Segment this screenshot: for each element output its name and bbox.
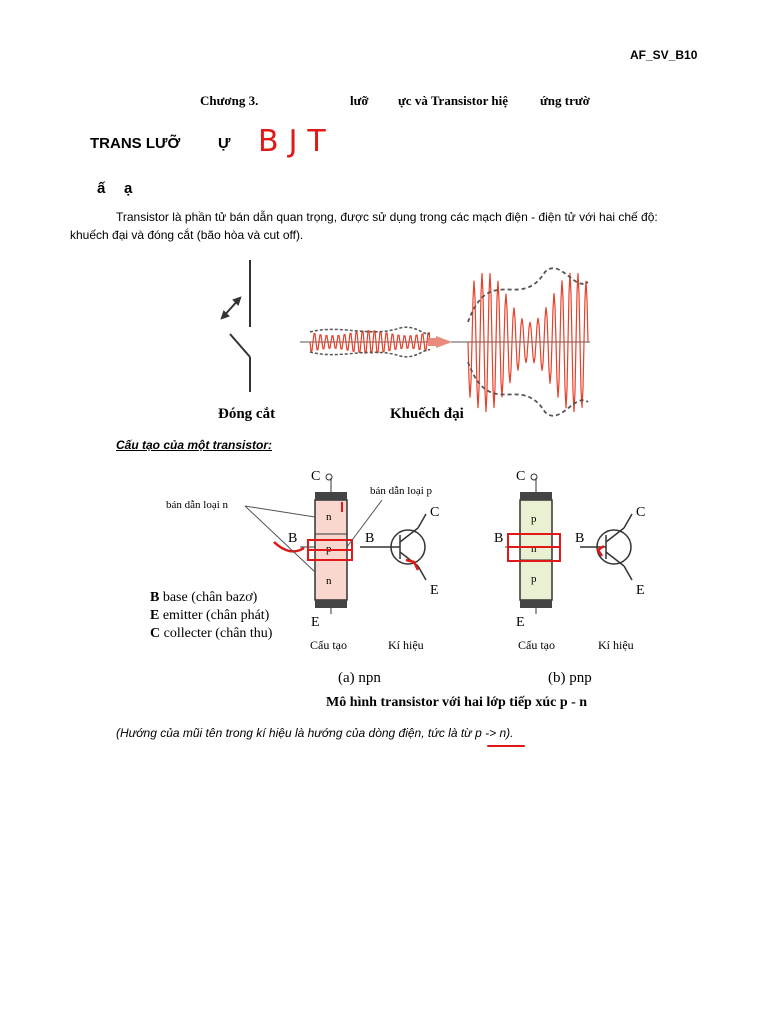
- pnp-structure: [494, 469, 560, 630]
- switch-icon: [222, 260, 250, 392]
- section-heading-suffix: Ự: [218, 135, 231, 152]
- npn-label-structure: Cấu tạo: [310, 638, 347, 652]
- pnp-symbol-e: E: [636, 583, 645, 598]
- legend-base: B base (chân bazơ): [150, 590, 258, 605]
- pnp-terminal-e: E: [516, 615, 525, 630]
- figure-caption: Mô hình transistor với hai lớp tiếp xúc p - n: [326, 695, 588, 710]
- pointer-lines: [245, 500, 382, 572]
- intro-line-2: khuếch đại và đóng cắt (bão hòa và cut off).: [70, 228, 304, 242]
- label-amplifier: Khuếch đại: [390, 406, 464, 422]
- pnp-label-structure: Cấu tạo: [518, 638, 555, 652]
- npn-terminal-b: B: [288, 531, 298, 546]
- legend-collector: C collecter (chân thu): [150, 626, 273, 641]
- arrow-icon: [436, 336, 452, 348]
- arrow-tail: [428, 338, 438, 346]
- pnp-symbol-b: B: [575, 531, 585, 546]
- pnp-label-symbol: Kí hiệu: [598, 638, 634, 652]
- chapter-title-part3: ứng trườ: [540, 93, 590, 108]
- label-n-type: bán dẫn loại n: [166, 499, 229, 511]
- input-signal-wave: [310, 331, 430, 354]
- terminal-legend: [150, 589, 272, 643]
- pnp-symbol-c: C: [636, 505, 646, 520]
- document-id: AF_SV_B10: [630, 48, 698, 62]
- npn-structure: [274, 469, 352, 630]
- chapter-title-part2: ực và Transistor hiệ: [398, 93, 508, 108]
- npn-symbol: [360, 514, 426, 580]
- npn-label-symbol: Kí hiệu: [388, 638, 424, 652]
- npn-layer-bottom: n: [326, 575, 332, 587]
- legend-emitter: E emitter (chân phát): [150, 608, 270, 623]
- pnp-layer-top: p: [531, 513, 537, 525]
- npn-layer-top: n: [326, 511, 332, 523]
- npn-symbol-c: C: [430, 505, 440, 520]
- arrow-direction-note: (Hướng của mũi tên trong kí hiệu là hướng của dòng điện, tức là từ p -> n).: [116, 726, 514, 740]
- subheading-part1: ấ: [97, 180, 106, 197]
- pnp-terminal-c: C: [516, 469, 526, 484]
- subheading-part2: ạ: [124, 180, 133, 197]
- pnp-layer-mid: n: [531, 543, 537, 555]
- structure-heading: Cấu tạo của một transistor:: [116, 438, 273, 452]
- pnp-symbol: [580, 514, 632, 580]
- npn-symbol-e: E: [430, 583, 439, 598]
- pnp-terminal-b: B: [494, 531, 504, 546]
- transistor-structure-figure: [150, 462, 670, 712]
- npn-symbol-b: B: [365, 531, 375, 546]
- pnp-layer-bottom: p: [531, 573, 537, 585]
- npn-terminal-e: E: [311, 615, 320, 630]
- caption-npn: (a) npn: [338, 670, 381, 686]
- chapter-title-part1: lưỡ: [350, 93, 369, 108]
- intro-line-1: Transistor là phần tử bán dẫn quan trọng, được sử dụng trong các mạch điện - điện tử với hai chế độ:: [116, 210, 658, 224]
- npn-layer-mid: p: [326, 543, 332, 555]
- intro-paragraph: [70, 208, 710, 244]
- section-heading: TRANS LƯỠ: [90, 135, 181, 152]
- label-switch: Đóng cắt: [218, 406, 276, 422]
- handwritten-bjt-annotation: BJT: [258, 124, 336, 159]
- caption-pnp: (b) pnp: [548, 670, 592, 686]
- red-underline-annotation: [487, 745, 525, 747]
- switch-amplifier-figure: [200, 252, 600, 427]
- chapter-number: Chương 3.: [200, 93, 259, 108]
- npn-terminal-c: C: [311, 469, 321, 484]
- label-p-type: bán dẫn loại p: [370, 485, 433, 497]
